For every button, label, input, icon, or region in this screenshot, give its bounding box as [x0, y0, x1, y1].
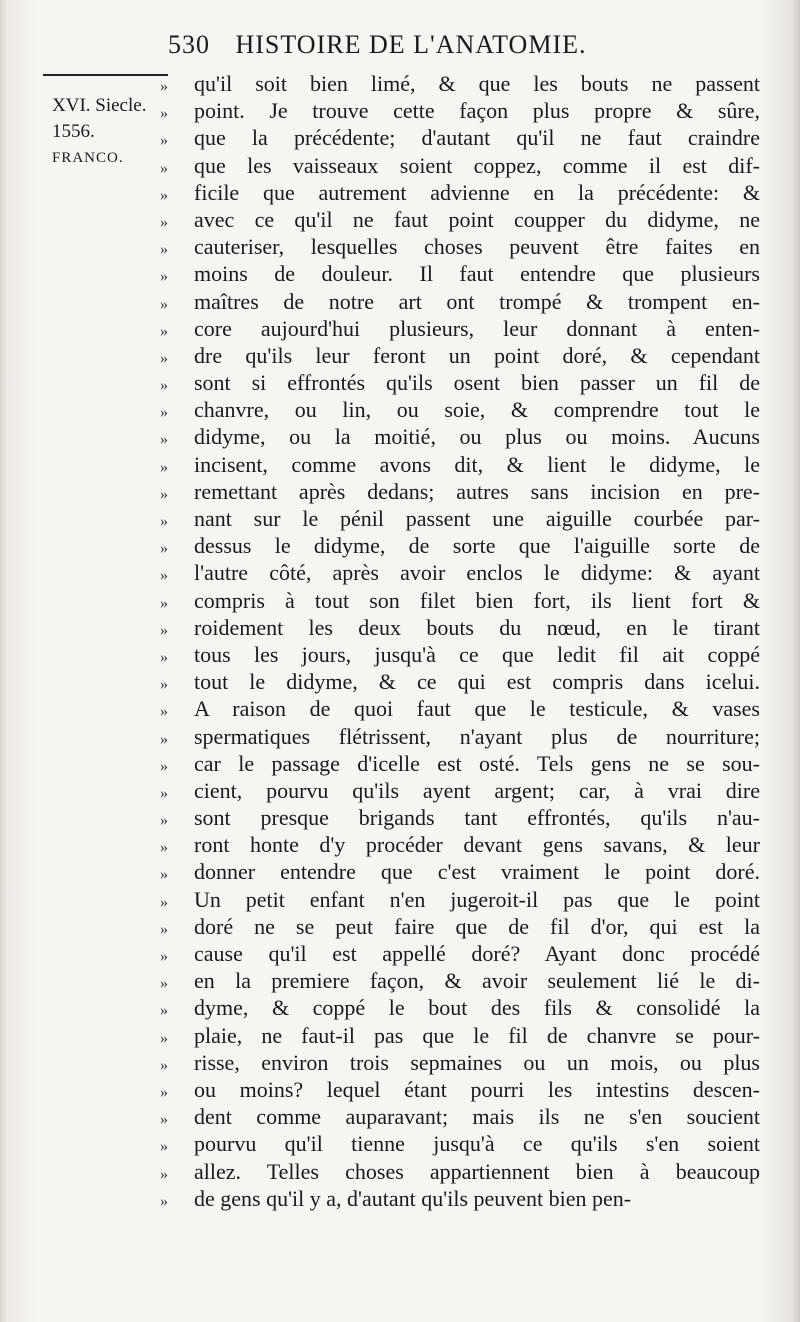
- quote-mark: »: [160, 812, 168, 830]
- quote-mark: »: [160, 1083, 168, 1101]
- quote-mark: »: [160, 1056, 168, 1074]
- quote-mark: »: [160, 730, 168, 748]
- text-line: [160, 396, 760, 423]
- quote-mark: »: [160, 268, 168, 286]
- text-line: [160, 124, 760, 151]
- line-text: nant sur le pénil passent une aiguille courbée par-: [194, 506, 760, 531]
- quote-mark: »: [160, 975, 168, 993]
- quote-mark: »: [160, 893, 168, 911]
- quote-mark: »: [160, 513, 168, 530]
- quote-mark: »: [160, 1029, 168, 1047]
- quote-mark: »: [160, 159, 168, 177]
- line-text: cient, pourvu qu'ils ayent argent; car, à vrai dire: [194, 777, 760, 803]
- margin-year: 1556.: [52, 121, 95, 142]
- line-text: que la précédente; d'autant qu'il ne faut craindre: [194, 125, 760, 151]
- quote-mark: »: [160, 458, 168, 476]
- line-text: tout le didyme, & ce qui est compris dans icelui.: [194, 669, 760, 695]
- text-line: [160, 342, 760, 369]
- quote-mark: »: [160, 1165, 168, 1183]
- text-line: [160, 940, 760, 967]
- quote-mark: »: [160, 757, 168, 775]
- line-text: que les vaisseaux soient coppez, comme il est dif-: [194, 152, 760, 178]
- text-line: [160, 1158, 760, 1185]
- line-text: cause qu'il est appellé doré? Ayant donc procédé: [194, 941, 760, 966]
- line-text: tous les jours, jusqu'à ce que ledit fil ait coppé: [194, 641, 760, 667]
- line-text: moins de douleur. Il faut entendre que plusieurs: [194, 261, 760, 287]
- line-text: A raison de quoi faut que le testicule, & vases: [194, 696, 760, 722]
- text-line: [160, 559, 760, 586]
- quote-mark: »: [160, 377, 168, 395]
- quote-mark: »: [160, 1192, 168, 1210]
- quote-mark: »: [160, 349, 168, 367]
- line-text: point. Je trouve cette façon plus propre & sûre,: [194, 98, 760, 124]
- line-text: core aujourd'hui plusieurs, leur donnant à enten-: [194, 315, 760, 341]
- text-line: [160, 886, 760, 913]
- line-text: Un petit enfant n'en jugeroit-il pas que le point: [194, 886, 760, 912]
- text-line: [160, 97, 760, 124]
- text-line: [160, 152, 760, 179]
- quote-mark: »: [160, 485, 168, 503]
- quote-mark: »: [160, 105, 168, 123]
- line-text: plaie, ne faut-il pas que le fil de chanvre se pour-: [194, 1022, 760, 1048]
- text-line: [160, 587, 760, 614]
- text-line: [160, 804, 760, 831]
- text-line: [160, 913, 760, 940]
- line-text: de gens qu'il y a, d'autant qu'ils peuvent bien pen-: [194, 1185, 632, 1211]
- line-text: sont presque brigands tant effrontés, qu'ils n'au-: [194, 805, 760, 831]
- text-line: [160, 668, 760, 695]
- line-text: ou moins? lequel étant pourri les intestins descen-: [194, 1076, 760, 1102]
- body-text: [160, 70, 760, 1212]
- line-text: incisent, comme avons dit, & lient le didyme, le: [194, 451, 760, 477]
- text-line: [160, 206, 760, 233]
- text-line: [160, 1076, 760, 1103]
- text-line: [160, 777, 760, 804]
- quote-mark: »: [160, 948, 168, 965]
- quote-mark: »: [160, 1138, 168, 1156]
- text-line: [160, 967, 760, 994]
- running-title: HISTOIRE DE L'ANATOMIE.: [235, 30, 587, 59]
- text-line: [160, 1049, 760, 1076]
- quote-mark: »: [160, 703, 168, 721]
- line-text: qu'il soit bien limé, & que les bouts ne passent: [194, 71, 760, 96]
- text-line: [160, 369, 760, 396]
- text-line: [160, 505, 760, 532]
- text-line: [160, 315, 760, 342]
- quote-mark: »: [160, 648, 168, 666]
- quote-mark: »: [160, 540, 168, 558]
- text-line: [160, 1130, 760, 1157]
- text-line: [160, 532, 760, 559]
- line-text: didyme, ou la moitié, ou plus ou moins. Aucuns: [194, 424, 760, 450]
- quote-mark: »: [160, 1111, 168, 1129]
- line-text: ront honte d'y procéder devant gens savans, & leur: [194, 832, 760, 858]
- quote-mark: »: [160, 241, 168, 259]
- quote-mark: »: [160, 784, 168, 802]
- quote-mark: »: [160, 132, 168, 150]
- page-header: [168, 30, 758, 60]
- text-line: [160, 994, 760, 1021]
- quote-mark: »: [160, 322, 168, 340]
- text-line: [160, 451, 760, 478]
- text-line: [160, 614, 760, 641]
- text-line: [160, 288, 760, 315]
- quote-mark: »: [160, 431, 168, 449]
- quote-mark: »: [160, 567, 168, 585]
- line-text: pourvu qu'il tienne jusqu'à ce qu'ils s'en soient: [194, 1131, 760, 1157]
- margin-century: XVI. Siecle.: [52, 95, 147, 116]
- line-text: risse, environ trois sepmaines ou un mois, ou plus: [194, 1049, 760, 1075]
- page-number: 530: [168, 30, 210, 59]
- quote-mark: »: [160, 839, 168, 857]
- text-line: [160, 179, 760, 206]
- line-text: cauteriser, lesquelles choses peuvent être faites en: [194, 234, 760, 260]
- text-line: [160, 695, 760, 722]
- text-line: [160, 478, 760, 505]
- text-line: [160, 858, 760, 885]
- line-text: roidement les deux bouts du nœud, en le tirant: [194, 614, 760, 640]
- line-text: avec ce qu'il ne faut point coupper du didyme, ne: [194, 206, 760, 232]
- quote-mark: »: [160, 920, 168, 938]
- quote-mark: »: [160, 404, 168, 422]
- text-line: [160, 233, 760, 260]
- quote-mark: »: [160, 295, 168, 313]
- text-line: [160, 641, 760, 668]
- text-line: [160, 723, 760, 750]
- margin-rule: [43, 74, 168, 76]
- line-text: maîtres de notre art ont trompé & trompent en-: [194, 288, 760, 314]
- line-text: ficile que autrement advienne en la précédente: &: [194, 179, 760, 205]
- quote-mark: »: [160, 866, 168, 884]
- line-text: sont si effrontés qu'ils osent bien passer un fil de: [194, 370, 760, 396]
- quote-mark: »: [160, 213, 168, 231]
- line-text: dessus le didyme, de sorte que l'aiguille sorte de: [194, 533, 760, 559]
- line-text: compris à tout son filet bien fort, ils lient fort &: [194, 587, 760, 613]
- text-line: [160, 1185, 760, 1212]
- text-line: [160, 1022, 760, 1049]
- quote-mark: »: [160, 594, 168, 612]
- line-text: dre qu'ils leur feront un point doré, & cependant: [194, 342, 760, 368]
- line-text: spermatiques flétrissent, n'ayant plus de nourriture;: [194, 723, 760, 749]
- text-line: [160, 750, 760, 777]
- quote-mark: »: [160, 186, 168, 204]
- quote-mark: »: [160, 78, 168, 95]
- quote-mark: »: [160, 621, 168, 639]
- line-text: l'autre côté, après avoir enclos le didyme: & ayant: [194, 560, 760, 586]
- line-text: allez. Telles choses appartiennent bien à beaucoup: [194, 1158, 760, 1184]
- text-line: [160, 1103, 760, 1130]
- margin-author: FRANCO.: [52, 150, 124, 166]
- line-text: doré ne se peut faire que de fil d'or, qui est la: [194, 913, 760, 939]
- line-text: donner entendre que c'est vraiment le point doré.: [194, 859, 760, 885]
- text-line: [160, 423, 760, 450]
- line-text: dent comme auparavant; mais ils ne s'en soucient: [194, 1104, 760, 1130]
- line-text: en la premiere façon, & avoir seulement lié le di-: [194, 968, 760, 994]
- line-text: car le passage d'icelle est osté. Tels gens ne se sou-: [194, 750, 760, 776]
- text-line: [160, 70, 760, 97]
- text-line: [160, 260, 760, 287]
- quote-mark: »: [160, 1002, 168, 1020]
- text-line: [160, 831, 760, 858]
- quote-mark: »: [160, 676, 168, 694]
- line-text: dyme, & coppé le bout des fils & consolidé la: [194, 995, 760, 1021]
- line-text: chanvre, ou lin, ou soie, & comprendre tout le: [194, 397, 760, 423]
- margin-notes: [52, 93, 167, 171]
- line-text: remettant après dedans; autres sans incision en pre-: [194, 478, 760, 504]
